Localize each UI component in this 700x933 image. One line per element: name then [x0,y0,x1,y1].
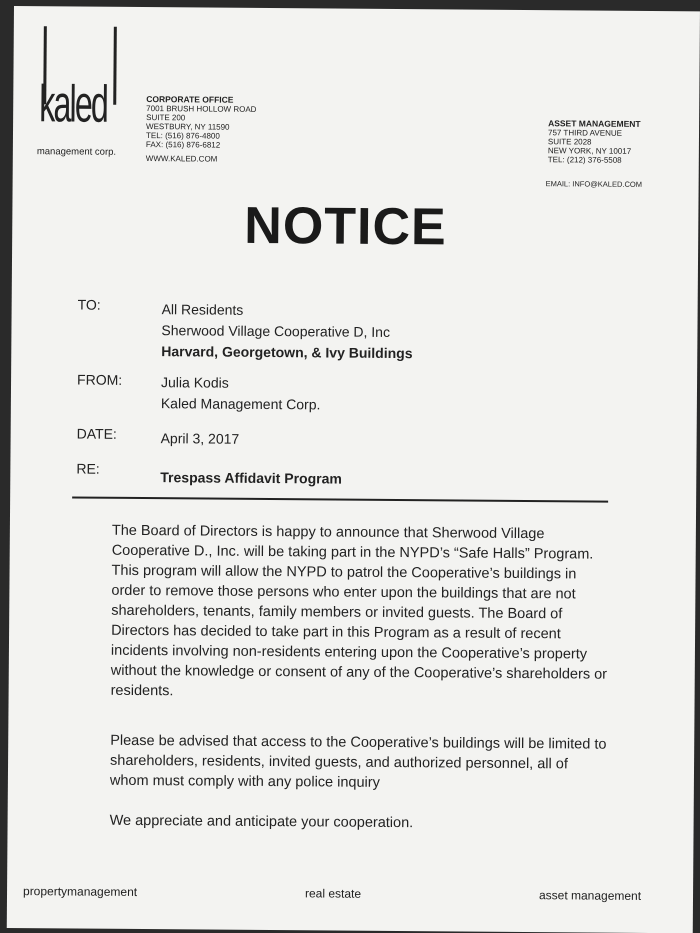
notice-heading: NOTICE [244,196,447,257]
divider-line [72,496,608,502]
corporate-fax: FAX: (516) 876-6812 [145,140,221,150]
re-label: RE: [76,460,100,477]
date-label: DATE: [76,425,117,442]
to-recipients [161,299,413,364]
corporate-line: WESTBURY, NY 11590 [146,122,230,132]
kaled-logo [35,20,146,171]
re-subject: Trespass Affidavit Program [160,469,342,487]
footer-property-management: propertymanagement [22,884,138,899]
asset-tel: TEL: (212) 376-5508 [547,155,622,165]
corporate-office-title: CORPORATE OFFICE [146,94,234,105]
from-label: FROM: [77,371,123,388]
body-paragraph-3: We appreciate and anticipate your cooperation. [109,812,414,832]
footer-asset-management: asset management [538,888,642,903]
date-value: April 3, 2017 [160,430,240,447]
footer-real-estate: real estate [304,886,362,901]
asset-management-address [548,119,641,165]
corporate-tel: TEL: (516) 876-4800 [145,131,220,141]
from-name: Julia Kodis [160,374,229,391]
notice-page [7,6,700,933]
asset-line: SUITE 2028 [547,137,592,147]
body-paragraph-2: Please be advised that access to the Cooperative’s buildings will be limited to shareholders, residents, invited guests, and authorized personnel, all of whom must comply with any police inquiry [109,732,607,791]
to-line: Sherwood Village Cooperative D, Inc [161,322,391,340]
logo-bar-right [113,27,117,105]
asset-line: 757 THIRD AVENUE [547,128,623,138]
from-company: Kaled Management Corp. [160,395,321,413]
logo-subtitle: management corp. [36,146,117,158]
asset-management-title: ASSET MANAGEMENT [548,118,641,129]
corporate-website: WWW.KALED.COM [145,154,218,164]
to-buildings: Harvard, Georgetown, & Ivy Buildings [161,343,413,362]
corporate-line: 7001 BRUSH HOLLOW ROAD [146,104,257,114]
corporate-line: SUITE 200 [146,113,186,123]
to-line: All Residents [161,301,244,318]
asset-line: NEW YORK, NY 10017 [547,146,632,156]
from-sender [161,372,321,415]
corporate-office-address [146,95,257,164]
contact-email: EMAIL: INFO@KALED.COM [545,179,643,189]
to-label: TO: [77,296,101,313]
body-paragraph-1: The Board of Directors is happy to announce that Sherwood Village Cooperative D., Inc. will be taking part in the NYPD’s “Safe Halls” Program. This program will allow the NYPD to patrol the Cooperative’s buildings in order to remove those persons who enter upon the buildings that are not shareholders, tenants, family members or invited guests. The Board of Directors has decided to take part in this Program as a result of recent incidents involving non-residents entering upon the Cooperative’s property without the knowledge or consent of any of the Cooperative’s shareholders or residents. [110,522,608,700]
logo-wordmark: kaled [39,75,108,134]
